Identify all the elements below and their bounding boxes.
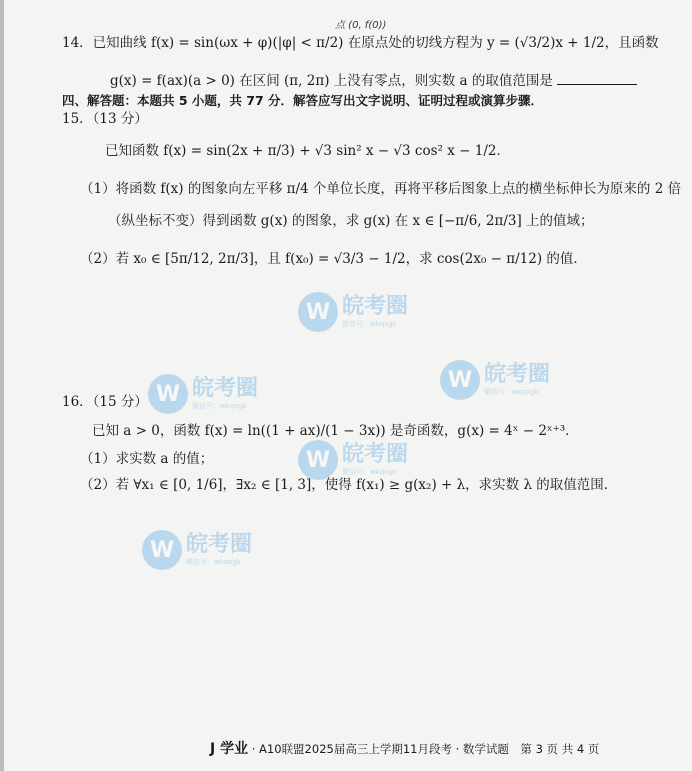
watermark-brand: 皖考圈	[192, 376, 259, 401]
section4-heading: 四、解答题：本题共 5 小题，共 77 分．解答应写出文字说明、证明过程或演算步骤．	[62, 93, 544, 108]
handwritten-note: 点 (0, f(0))	[335, 20, 387, 31]
watermark-logo	[298, 292, 408, 332]
watermark-brand: 皖考圈	[186, 532, 253, 557]
q16-header: 16．（15 分）	[62, 394, 148, 410]
q14-line2	[110, 72, 637, 90]
q15-part2: （2）若 x₀ ∈ [5π/12, 2π/3]，且 f(x₀) = √3/3 − 1/2，求 cos(2x₀ − π/12) 的值．	[80, 251, 587, 267]
watermark-w-icon: W	[148, 374, 188, 414]
q15-header: 15．（13 分）	[62, 111, 148, 127]
footer-logo: J 学业	[210, 741, 249, 757]
q15-intro: 已知函数 f(x) = sin(2x + π/3) + √3 sin² x − √3 cos² x − 1/2．	[105, 143, 510, 159]
watermark-brand: 皖考圈	[484, 362, 551, 387]
watermark-logo	[298, 440, 408, 480]
watermark-logo	[148, 374, 258, 414]
footer-text: · A10联盟2025届高三上学期11月段考 · 数学试题 第 3 页 共 4 页	[251, 742, 600, 756]
watermark-w-icon: W	[440, 360, 480, 400]
q15-part1-b: （纵坐标不变）得到函数 g(x) 的图象，求 g(x) 在 x ∈ [−π/6, 2π/3] 上的值域；	[108, 213, 594, 229]
watermark-w-icon: W	[298, 292, 338, 332]
watermark-sub: 微信号：wkqxgk	[186, 558, 241, 566]
q14-answer-blank	[557, 72, 637, 85]
watermark-brand: 皖考圈	[342, 442, 409, 467]
watermark-brand: 皖考圈	[342, 294, 409, 319]
watermark-logo	[142, 530, 252, 570]
page-footer	[210, 738, 599, 758]
q14-line1: 14．已知曲线 f(x) = sin(ωx + φ)(|φ| < π/2) 在原点处的切线方程为 y = (√3/2)x + 1/2，且函数	[62, 35, 659, 51]
watermark-sub: 微信号：wkqxgk	[192, 402, 247, 410]
watermark-sub: 微信号：wkqxgk	[484, 388, 539, 396]
q14-line2-text: g(x) = f(ax)(a > 0) 在区间 (π, 2π) 上没有零点，则实数 a 的取值范围是	[110, 73, 553, 89]
q15-part1-a: （1）将函数 f(x) 的图象向左平移 π/4 个单位长度，再将平移后图象上点的横坐标伸长为原来的 2 倍	[80, 181, 682, 197]
watermark-w-icon: W	[298, 440, 338, 480]
watermark-w-icon: W	[142, 530, 182, 570]
watermark-sub: 微信号：wkqxgk	[342, 320, 397, 328]
q16-part2: （2）若 ∀x₁ ∈ [0, 1/6]，∃x₂ ∈ [1, 3]，使得 f(x₁) ≥ g(x₂) + λ，求实数 λ 的取值范围．	[80, 477, 618, 493]
q16-part1: （1）求实数 a 的值；	[80, 451, 214, 467]
watermark-logo	[440, 360, 550, 400]
watermark-sub: 微信号：wkqxgk	[342, 468, 397, 476]
q16-intro: 已知 a > 0，函数 f(x) = ln((1 + ax)/(1 − 3x)) 是奇函数，g(x) = 4ˣ − 2ˣ⁺³．	[92, 423, 579, 439]
page-edge	[0, 0, 4, 771]
